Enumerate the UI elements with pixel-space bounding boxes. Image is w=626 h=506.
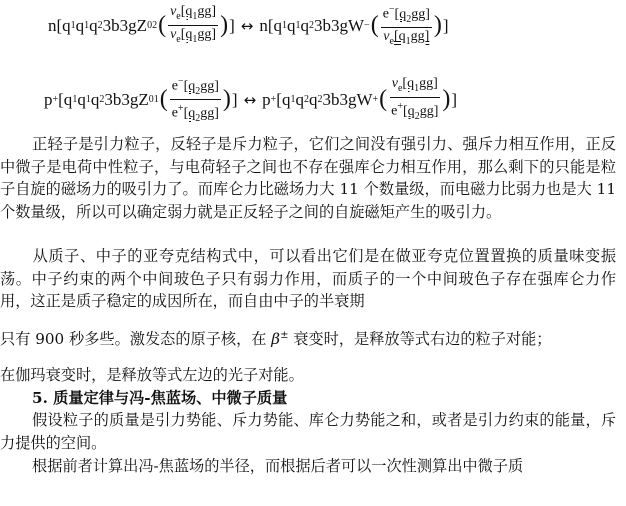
eq2-arrow: ↔: [243, 90, 257, 109]
section-heading: 5. 质量定律与冯-焦蓝场、中微子质量: [32, 389, 288, 407]
paragraph-decay-line: 只有 900 秒多些。激发态的原子核，在 β± 衰变时，是释放等式右边的粒子对能；: [0, 330, 552, 349]
eq2-right-core: 3b3gW: [322, 89, 373, 109]
beta-symbol: β: [271, 330, 281, 349]
paragraph-mass-hypothesis: 假设粒子的质量是引力势能、斥力势能、库仑力势能之和，或者是引力约束的能量，斥力提供的空间。: [0, 411, 616, 452]
eq2-left-core: 3b3gZ: [104, 89, 149, 109]
eq1-arrow: ↔: [240, 16, 254, 35]
eq1-left-q2: q: [89, 15, 98, 35]
eq1-left-fraction: $\frac{\nu_e[q_1gg]}{\nu_e[q_1gg]}$: [170, 4, 217, 45]
eq2-left-bracket: [q: [58, 89, 73, 109]
eq1-left-prefix: n[q: [48, 15, 71, 35]
eq1-right-prefix: n[q: [259, 15, 282, 35]
paragraph-gamma-line: 在伽玛衰变时，是释放等式左边的光子对能。: [0, 366, 304, 384]
eq1-right-fraction: $\frac{e^-[q_2gg]}{\nu_e[q_1gg]}$: [382, 4, 430, 48]
eq1-right-core: 3b3gW: [314, 15, 365, 35]
eq1-left-sup: 02: [147, 20, 158, 32]
eq1-left-core: 3b3gZ: [102, 15, 148, 35]
eq1-left-q: q: [75, 15, 85, 35]
eq2-right-fraction: $\frac{\nu_e[q_1gg]}{e^+[q_2gg]}$: [391, 76, 439, 122]
eq2-left-fraction: $\frac{e^-[q_2gg]}{e^+[q_2gg]}$: [171, 76, 219, 124]
paragraph-calculation: 根据前者计算出冯-焦蓝场的半径，而根据后者可以一次性测算出中微子质: [32, 457, 524, 475]
paragraph-weak-force: 正轻子是引力粒子，反轻子是斥力粒子，它们之间没有强引力、强斥力相互作用，正反中微子是电荷中性粒子，与电荷轻子之间也不存在强库仑力相互作用，那么剩下的只能是粒子自旋的磁场力的吸引力了。而库仑力比磁场力大 11 个数量级，而电磁力比弱力也是大 11 个数量级，所以可以确定弱力就是正反轻子之间的自旋磁矩产生的吸引力。: [0, 135, 616, 221]
paragraph-proton-neutron: 从质子、中子的亚夸克结构式中，可以看出它们是在做亚夸克位置置换的质量味变振荡。中子约束的两个中间玻色子只有弱力作用，而质子的一个中间玻色子存在强库仑力作用，这正是质子稳定的成因所在，而自由中子的半衰期: [0, 247, 616, 310]
equation-proton: p + [q 1 q 1 q 2 3b3gZ 01 ( $\frac{e^-[q_2gg]}{e^+[q_2gg]}$ ) ] ↔ p + [q 1 q 2 q 2 3b3gW + ( $\frac{\nu_e[q_1gg]}{e^+[q_2gg]}$ ) ]: [44, 76, 458, 124]
equation-neutron: n[q 1 q 1 q 2 3b3gZ 02 ( $\frac{\nu_e[q_1gg]}{\nu_e[q_1gg]}$ ) ] ↔ n[q 1 q 1 q 2 3b3gW − ( $\frac{e^-[q_2gg]}{\nu_e[q_1gg]}$ ) ]: [48, 4, 449, 48]
